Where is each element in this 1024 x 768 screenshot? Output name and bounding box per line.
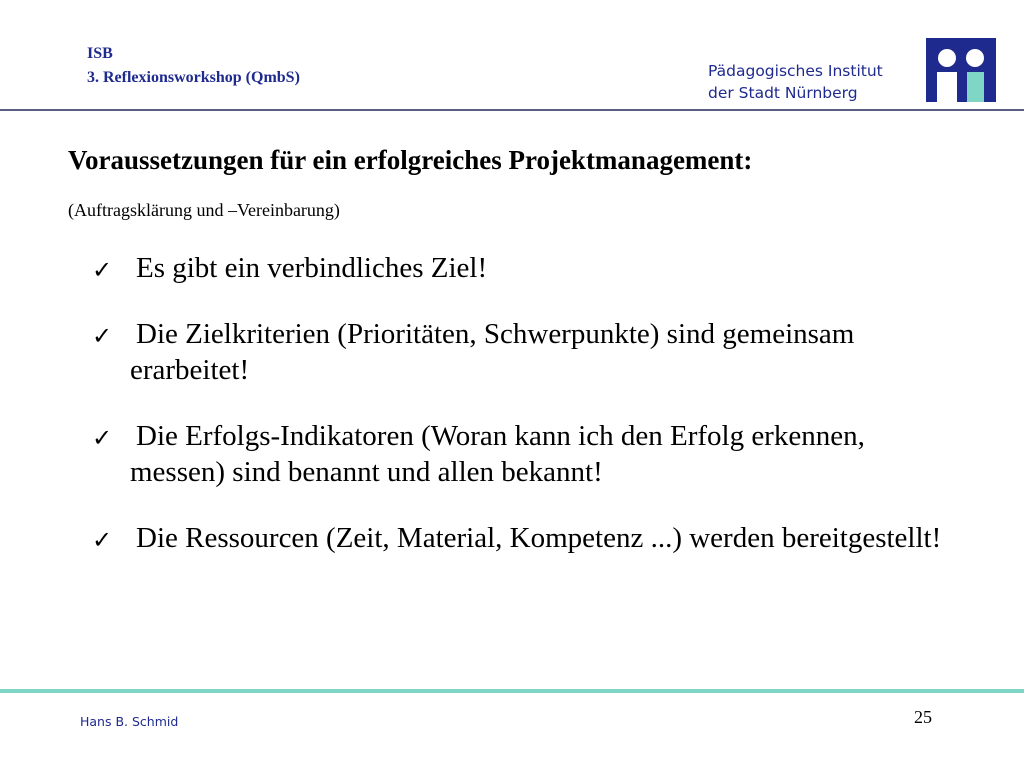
bullet-text: Die Zielkriterien (Prioritäten, Schwerpunkte) sind gemeinsam erarbeitet! [130, 318, 855, 386]
author-name: Hans B. Schmid [80, 714, 179, 729]
slide-subtitle: (Auftragsklärung und –Vereinbarung) [68, 200, 340, 220]
pi-logo-icon [926, 38, 996, 102]
slide-title: Voraussetzungen für ein erfolgreiches Projektmanagement: [68, 145, 753, 175]
bullet-item [92, 418, 952, 490]
checkmark-icon: ✓ [92, 526, 113, 554]
bullet-text: Die Erfolgs-Indikatoren (Woran kann ich den Erfolg erkennen, messen) sind benannt und allen bekannt! [130, 420, 865, 488]
event-name: 3. Reflexionsworkshop (QmbS) [87, 69, 300, 86]
checkmark-icon: ✓ [92, 322, 113, 350]
page-number: 25 [914, 707, 932, 727]
institute-line-2: der Stadt Nürnberg [708, 84, 858, 102]
institute-line-1: Pädagogisches Institut [708, 62, 883, 80]
header-divider [0, 109, 1024, 111]
checkmark-icon: ✓ [92, 424, 113, 452]
bullet-list [92, 250, 952, 586]
header-left [87, 42, 300, 90]
bullet-item [92, 520, 952, 556]
bullet-text: Die Ressourcen (Zeit, Material, Kompetenz ...) werden bereitgestellt! [136, 522, 942, 554]
org-name: ISB [87, 45, 113, 62]
bullet-text: Es gibt ein verbindliches Ziel! [136, 252, 488, 284]
bullet-item [92, 250, 952, 286]
institute-name [708, 60, 883, 104]
checkmark-icon: ✓ [92, 256, 113, 284]
bullet-item [92, 316, 952, 388]
footer-divider [0, 689, 1024, 693]
